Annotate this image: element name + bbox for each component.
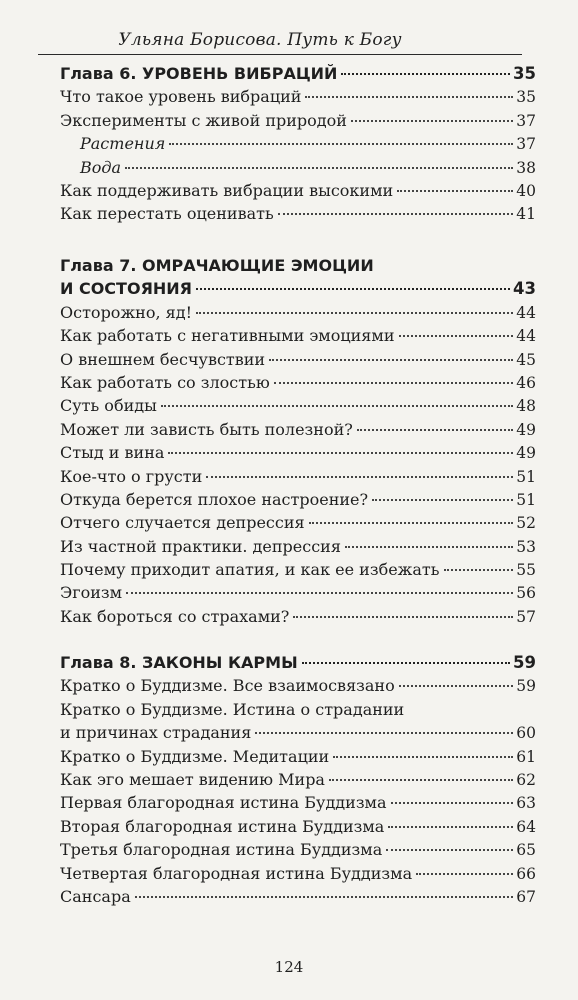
toc-entry[interactable] (60, 885, 536, 908)
entry-title: Как работать с негативными эмоциями (60, 326, 395, 346)
dot-leader (372, 499, 513, 501)
entry-page: 52 (516, 514, 536, 533)
entry-page: 49 (516, 444, 536, 463)
toc-subentry[interactable] (60, 132, 536, 155)
entry-title: Из частной практики. депрессия (60, 536, 341, 556)
entry-page: 64 (516, 817, 536, 836)
toc-entry[interactable] (60, 301, 536, 324)
dot-leader (278, 213, 514, 215)
entry-page: 44 (516, 327, 536, 346)
chapter-page: 35 (513, 64, 536, 83)
dot-leader (333, 756, 513, 758)
dot-leader (341, 73, 510, 75)
entry-title: Кратко о Буддизме. Медитации (60, 746, 330, 766)
entry-page: 37 (516, 111, 536, 130)
entry-page: 56 (516, 584, 536, 603)
dot-leader (125, 167, 513, 169)
toc-entry[interactable] (60, 674, 536, 697)
running-header: Ульяна Борисова. Путь к Богу (118, 30, 402, 50)
dot-leader (269, 359, 513, 361)
entry-title: Кратко о Буддизме. Истина о страдании (60, 699, 405, 719)
entry-title: Эксперименты с живой природой (60, 110, 347, 130)
chapter-block (60, 651, 536, 908)
toc-entry[interactable] (60, 179, 536, 202)
page-number: 124 (274, 958, 304, 976)
entry-title: Кратко о Буддизме. Все взаимосвязано (60, 676, 395, 696)
entry-page: 38 (516, 158, 536, 177)
toc-entry[interactable] (60, 791, 536, 814)
chapter-heading[interactable] (60, 277, 536, 300)
entry-title: Первая благородная истина Буддизма (60, 793, 387, 813)
entry-page: 49 (516, 420, 536, 439)
dot-leader (388, 826, 513, 828)
dot-leader (386, 849, 513, 851)
dot-leader (391, 802, 514, 804)
dot-leader (302, 662, 510, 664)
entry-page: 62 (516, 770, 536, 789)
chapter-page: 59 (513, 653, 536, 672)
toc-entry[interactable] (60, 324, 536, 347)
entry-title: Сансара (60, 886, 131, 906)
entry-title: Почему приходит апатия, и как ее избежать (60, 560, 440, 580)
dot-leader (161, 405, 513, 407)
dot-leader (196, 312, 513, 314)
toc-entry[interactable] (60, 838, 536, 861)
entry-page: 44 (516, 303, 536, 322)
entry-title: Может ли зависть быть полезной? (60, 419, 353, 439)
entry-page: 41 (516, 205, 536, 224)
entry-page: 53 (516, 537, 536, 556)
entry-page: 57 (516, 607, 536, 626)
toc-entry[interactable] (60, 465, 536, 488)
entry-page: 67 (516, 887, 536, 906)
chapter-title: Глава 8. ЗАКОНЫ КАРМЫ (60, 653, 298, 672)
entry-title: Четвертая благородная истина Буддизма (60, 863, 413, 883)
entry-title: и причинах страдания (60, 723, 252, 743)
chapter-title: И СОСТОЯНИЯ (60, 279, 192, 299)
chapter-title: Глава 7. ОМРАЧАЮЩИЕ ЭМОЦИИ (60, 256, 374, 275)
chapter-page: 43 (513, 279, 536, 299)
dot-leader (444, 569, 514, 571)
entry-page: 51 (516, 467, 536, 486)
entry-title: Отчего случается депрессия (60, 513, 305, 533)
dot-leader (416, 873, 513, 875)
entry-title: Вода (80, 157, 122, 177)
entry-page: 45 (516, 350, 536, 369)
entry-title: Растения (80, 134, 166, 154)
toc-entry[interactable] (60, 441, 536, 464)
entry-title: Вторая благородная истина Буддизма (60, 816, 385, 836)
toc-entry[interactable] (60, 418, 536, 441)
toc-entry[interactable] (60, 511, 536, 534)
toc-entry[interactable] (60, 488, 536, 511)
toc-entry[interactable] (60, 605, 536, 628)
entry-title: Как бороться со страхами? (60, 606, 290, 626)
dot-leader (168, 452, 513, 454)
toc-entry[interactable] (60, 768, 536, 791)
toc-entry[interactable] (60, 815, 536, 838)
entry-page: 48 (516, 397, 536, 416)
toc-entry[interactable] (60, 558, 536, 581)
toc-entry[interactable] (60, 348, 536, 371)
dot-leader (305, 96, 513, 98)
dot-leader (206, 476, 513, 478)
toc-entry[interactable] (60, 85, 536, 108)
entry-title: Как работать со злостью (60, 372, 270, 392)
toc-entry[interactable] (60, 862, 536, 885)
chapter-block (60, 254, 536, 628)
dot-leader (399, 335, 514, 337)
entry-title: Кое-что о грусти (60, 466, 203, 486)
entry-page: 60 (516, 724, 536, 743)
dot-leader (397, 190, 513, 192)
toc-entry[interactable] (60, 109, 536, 132)
toc-entry[interactable] (60, 698, 536, 721)
dot-leader (293, 616, 513, 618)
entry-page: 65 (516, 841, 536, 860)
chapter-heading[interactable] (60, 62, 536, 85)
dot-leader (135, 896, 514, 898)
entry-title: Осторожно, яд! (60, 302, 192, 322)
chapter-title: Глава 6. УРОВЕНЬ ВИБРАЦИЙ (60, 64, 338, 83)
entry-page: 37 (516, 135, 536, 154)
entry-title: Как эго мешает видению Мира (60, 769, 325, 789)
dot-leader (399, 685, 514, 687)
toc-entry[interactable] (60, 745, 536, 768)
entry-title: Эгоизм (60, 583, 123, 603)
toc-entry[interactable] (60, 721, 536, 744)
chapter-heading[interactable] (60, 254, 536, 277)
dot-leader (357, 429, 513, 431)
entry-title: Третья благородная истина Буддизма (60, 840, 383, 860)
entry-title: Стыд и вина (60, 443, 165, 463)
entry-page: 51 (516, 490, 536, 509)
entry-title: Как поддерживать вибрации высокими (60, 180, 394, 200)
toc-entry[interactable] (60, 202, 536, 225)
dot-leader (309, 522, 514, 524)
entry-page: 35 (516, 88, 536, 107)
dot-leader (126, 592, 513, 594)
entry-page: 46 (516, 373, 536, 392)
dot-leader (255, 732, 513, 734)
entry-page: 66 (516, 864, 536, 883)
entry-page: 40 (516, 181, 536, 200)
toc-entry[interactable] (60, 581, 536, 604)
dot-leader (329, 779, 513, 781)
dot-leader (345, 546, 513, 548)
dot-leader (169, 143, 513, 145)
entry-title: Откуда берется плохое настроение? (60, 489, 369, 509)
chapter-heading[interactable] (60, 651, 536, 674)
dot-leader (351, 120, 513, 122)
toc-entry[interactable] (60, 394, 536, 417)
dot-leader (274, 382, 514, 384)
entry-page: 59 (516, 677, 536, 696)
entry-title: О внешнем бесчувствии (60, 349, 266, 369)
dot-leader (196, 288, 510, 290)
chapter-block (60, 62, 536, 226)
entry-page: 63 (516, 794, 536, 813)
entry-title: Как перестать оценивать (60, 204, 274, 224)
entry-page: 61 (516, 747, 536, 766)
toc-subentry[interactable] (60, 156, 536, 179)
toc-entry[interactable] (60, 371, 536, 394)
header-rule (38, 54, 522, 55)
entry-title: Суть обиды (60, 396, 157, 416)
toc-entry[interactable] (60, 535, 536, 558)
entry-page: 55 (516, 561, 536, 580)
entry-title: Что такое уровень вибраций (60, 87, 302, 107)
